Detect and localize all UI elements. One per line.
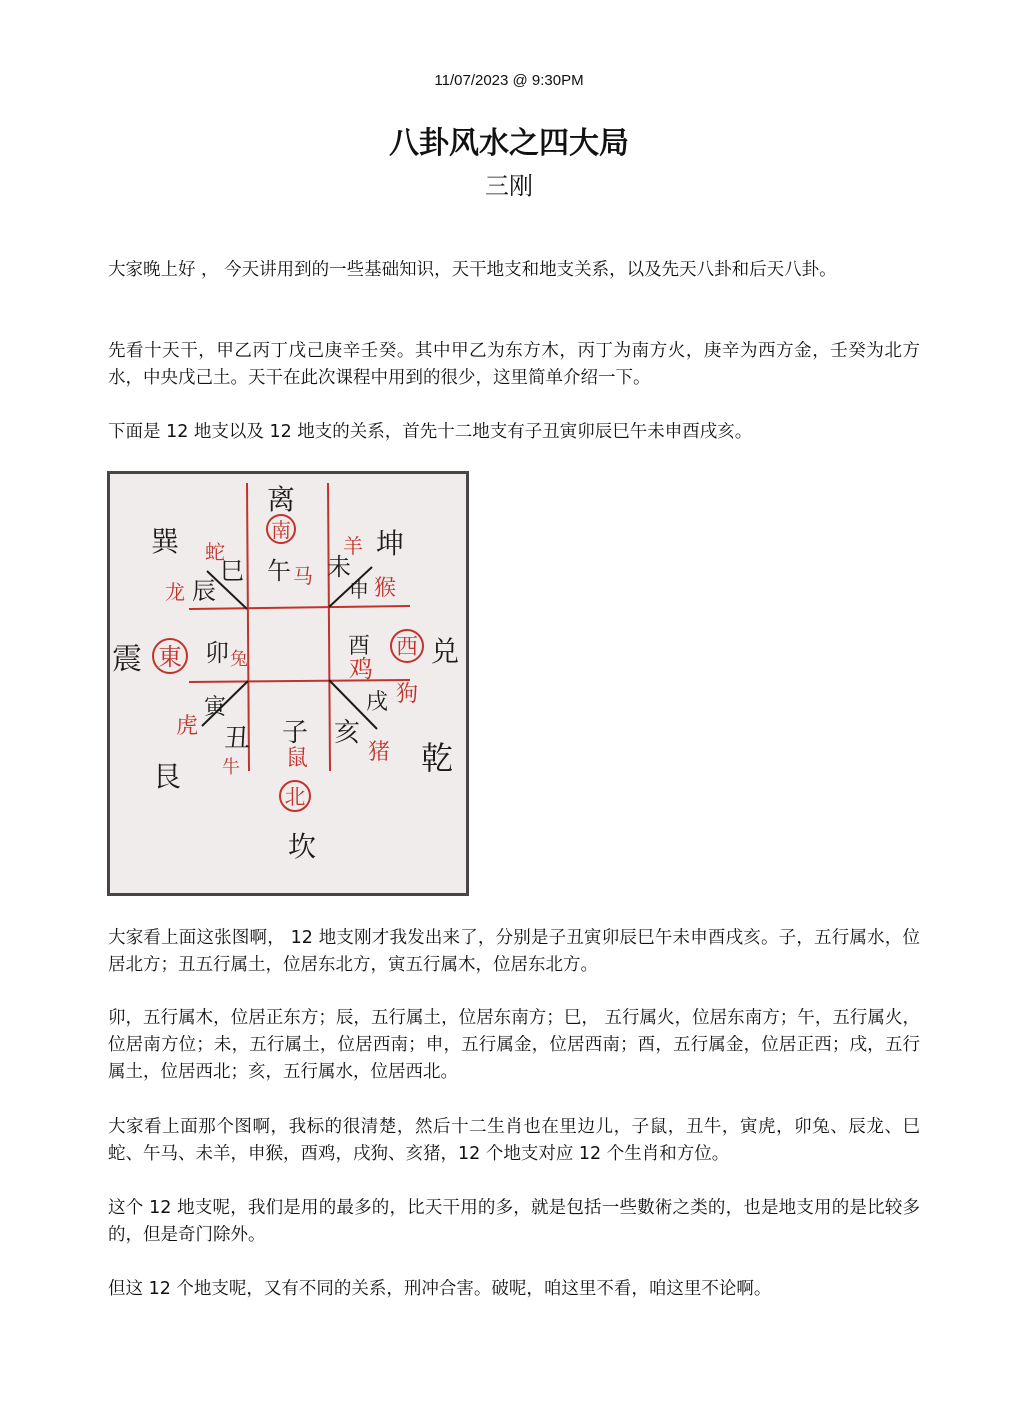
direction-east: 東 <box>158 643 182 671</box>
animal-pig: 猪 <box>367 740 391 765</box>
branch-shen: 申 <box>349 578 369 602</box>
branch-zi: 子 <box>281 718 309 748</box>
paragraph-7: 这个 12 地支呢，我们是用的最多的，比天干用的多，就是包括一些數術之类的，也是地支用的是比较多的，但是奇门除外。 <box>108 1198 920 1245</box>
animal-snake: 蛇 <box>205 540 225 564</box>
diagram-svg <box>107 471 469 896</box>
direction-west: 西 <box>395 635 419 660</box>
branches-diagram-photo <box>107 471 469 896</box>
paragraph-1: 大家晚上好 ， 今天讲用到的一些基础知识，天干地支和地支关系，以及先天八卦和后天八卦。 <box>108 260 837 280</box>
animal-monkey: 猴 <box>373 576 397 601</box>
trigram-south: 离 <box>266 483 296 516</box>
trigram-southeast: 巽 <box>150 525 180 558</box>
animal-rabbit: 兔 <box>230 649 248 670</box>
paragraph-8: 但这 12 个地支呢，又有不同的关系，刑冲合害。破呢，咱这里不看，咱这里不论啊。 <box>108 1279 772 1299</box>
branch-xu: 戌 <box>365 690 389 715</box>
trigram-northeast: 艮 <box>152 760 182 793</box>
direction-north: 北 <box>284 785 306 809</box>
branch-chen: 辰 <box>192 577 216 605</box>
animal-ox: 牛 <box>222 757 240 778</box>
direction-south: 南 <box>271 518 291 542</box>
paragraph-6: 大家看上面那个图啊，我标的很清楚，然后十二生肖也在里边儿，子鼠，丑牛，寅虎，卯兔、辰龙、巳蛇、午马、未羊，申猴，酉鸡，戌狗、亥猪，12 个地支对应 12 个生肖和方位。 <box>108 1117 920 1164</box>
trigram-north: 坎 <box>287 830 317 863</box>
branch-yin: 寅 <box>203 695 227 720</box>
animal-dog: 狗 <box>395 682 419 707</box>
paragraph-4: 大家看上面这张图啊， 12 地支刚才我发出来了，分别是子丑寅卯辰巳午未申酉戌亥。子，五行属水，位居北方；丑五行属土，位居东北方，寅五行属木，位居东北方。 <box>108 928 920 975</box>
trigram-northwest: 乾 <box>420 739 454 777</box>
author-name: 三刚 <box>485 172 533 200</box>
branch-hai: 亥 <box>333 718 361 748</box>
branch-wei: 未 <box>327 553 351 581</box>
branch-wu: 午 <box>267 557 291 585</box>
paragraph-5: 卯，五行属木，位居正东方；辰，五行属土，位居东南方；巳， 五行属火，位居东南方；午，五行属火，位居南方位；未，五行属土，位居西南；申，五行属金，位居西南；酉，五行属金，位居正西；戌，五行属土，位居西北；亥，五行属水，位居西北。 <box>108 1008 920 1082</box>
branch-mao: 卯 <box>205 639 229 667</box>
document-title: 八卦风水之四大局 <box>389 126 629 161</box>
animal-horse: 马 <box>293 564 313 588</box>
branch-chou: 丑 <box>223 724 251 754</box>
trigram-west: 兑 <box>430 635 460 668</box>
animal-tiger: 虎 <box>175 714 199 739</box>
trigram-southwest: 坤 <box>375 527 405 560</box>
paragraph-2: 先看十天干，甲乙丙丁戊己庚辛壬癸。其中甲乙为东方木，丙丁为南方火，庚辛为西方金，壬癸为北方水，中央戊己土。天干在此次课程中用到的很少，这里简单介绍一下。 <box>108 341 920 388</box>
branch-si: 巳 <box>220 557 244 585</box>
animal-rat: 鼠 <box>285 746 309 771</box>
animal-goat: 羊 <box>343 534 363 558</box>
branch-you: 酉 <box>347 634 371 659</box>
animal-rooster: 鸡 <box>349 655 373 683</box>
trigram-east: 震 <box>112 642 142 677</box>
paragraph-3: 下面是 12 地支以及 12 地支的关系，首先十二地支有子丑寅卯辰巳午未申酉戌亥。 <box>108 422 753 442</box>
timestamp: 11/07/2023 @ 9:30PM <box>434 72 584 89</box>
animal-dragon: 龙 <box>165 580 185 604</box>
